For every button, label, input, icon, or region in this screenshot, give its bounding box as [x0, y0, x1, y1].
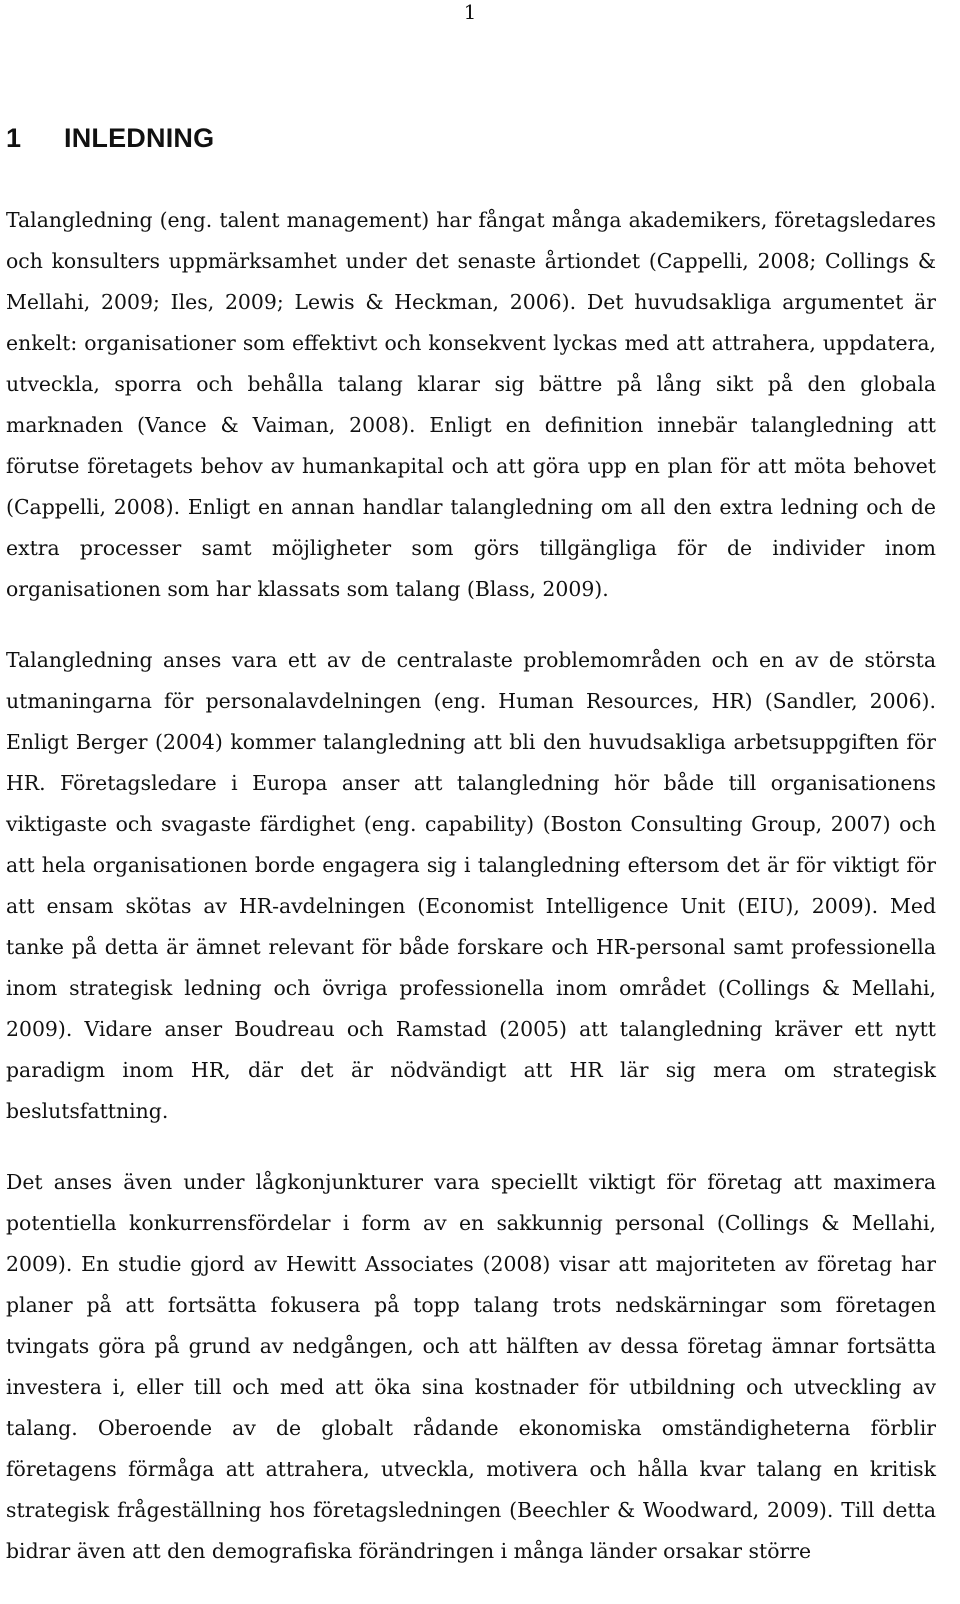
page-number: 1: [463, 0, 477, 24]
paragraph-intro: Talangledning (eng. talent management) har fångat många akademikers, företagsledares och konsulters uppmärksamhet under det senaste årtiondet (Cappelli, 2008; Collings & Mellahi, 2009; Iles, 2009; Lewis & Heckman, 2006). Det huvudsakliga argumentet är enkelt: organisationer som effektivt och konsekvent lyckas med att attrahera, uppdatera, utveckla, sporra och behålla talang klarar sig bättre på lång sikt på den globala marknaden (Vance & Vaiman, 2008). Enligt en definition innebär talangledning att förutse företagets behov av humankapital och att göra upp en plan för att möta behovet (Cappelli, 2008). Enligt en annan handlar talangledning om all den extra ledning och de extra processer samt möjligheter som görs tillgängliga för de individer inom organisationen som har klassats som talang (Blass, 2009).: [6, 208, 936, 601]
chapter-heading: [6, 118, 214, 158]
chapter-number: 1: [6, 123, 22, 153]
chapter-title: INLEDNING: [64, 123, 215, 153]
paragraph-recession: Det anses även under lågkonjunkturer vara speciellt viktigt för företag att maximera potentiella konkurrensfördelar i form av en sakkunnig personal (Collings & Mellahi, 2009). En studie gjord av Hewitt Associates (2008) visar att majoriteten av företag har planer på att fortsätta fokusera på topp talang trots nedskärningar som företagen tvingats göra på grund av nedgången, och att hälften av dessa företag ämnar fortsätta investera i, eller till och med att öka sina kostnader för utbildning och utveckling av talang. Oberoende av de globalt rådande ekonomiska omständigheterna förblir företagens förmåga att attrahera, utveckla, motivera och hålla kvar talang en kritisk strategisk frågeställning hos företagsledningen (Beechler & Woodward, 2009). Till detta bidrar även att den demografiska förändringen i många länder orsakar större: [6, 1170, 936, 1563]
paragraph-hr-relevance: Talangledning anses vara ett av de centralaste problemområden och en av de största utmaningarna för personalavdelningen (eng. Human Resources, HR) (Sandler, 2006). Enligt Berger (2004) kommer talangledning att bli den huvudsakliga arbetsuppgiften för HR. Företagsledare i Europa anser att talangledning hör både till organisationens viktigaste och svagaste färdighet (eng. capability) (Boston Consulting Group, 2007) och att hela organisationen borde engagera sig i talangledning eftersom det är för viktigt för att ensam skötas av HR-avdelningen (Economist Intelligence Unit (EIU), 2009). Med tanke på detta är ämnet relevant för både forskare och HR-personal samt professionella inom strategisk ledning och övriga professionella inom området (Collings & Mellahi, 2009). Vidare anser Boudreau och Ramstad (2005) att talangledning kräver ett nytt paradigm inom HR, där det är nödvändigt att HR lär sig mera om strategisk beslutsfattning.: [6, 648, 936, 1123]
